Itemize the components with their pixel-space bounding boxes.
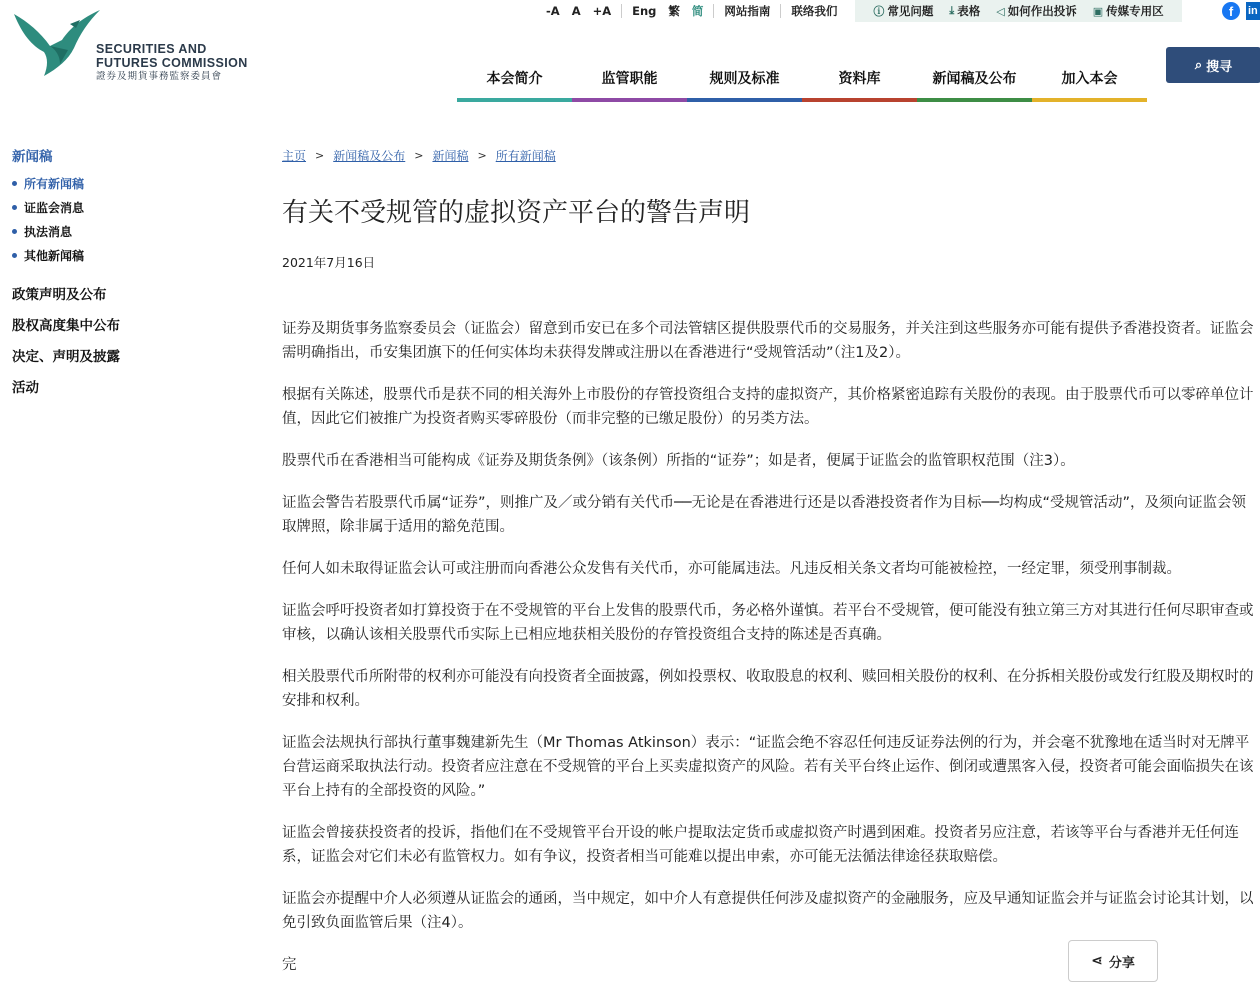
sidebar-section-policy[interactable]: 政策声明及公布: [12, 286, 107, 303]
share-icon: ⋖: [1091, 953, 1103, 969]
nav-regulatory-functions[interactable]: 监管职能: [572, 58, 687, 102]
main-nav: [457, 58, 1147, 102]
forms-label: 表格: [957, 4, 981, 18]
sidebar-item-other-news[interactable]: [12, 243, 212, 267]
article-paragraph: 证监会亦提醒中介人必须遵从证监会的通函，当中规定，如中介人有意提供任何涉及虚拟资产的金融服务，应及早通知证监会并与证监会讨论其计划，以免引致负面监管后果（注4）。: [282, 891, 1254, 931]
bullet-icon: [12, 229, 17, 234]
complaint-link[interactable]: [988, 3, 1084, 19]
chevron-right-icon: >: [315, 148, 325, 162]
sidebar-section-shareholding[interactable]: 股权高度集中公布: [12, 317, 120, 334]
lang-eng-link[interactable]: Eng: [632, 4, 657, 18]
font-size-reset-button[interactable]: A: [571, 4, 581, 18]
logo-name-zh: 證券及期貨事務監察委員會: [96, 71, 223, 82]
nav-rules-standards[interactable]: 规则及标准: [687, 58, 802, 102]
sfc-logo[interactable]: [10, 6, 260, 86]
quick-links: [855, 0, 1181, 22]
nav-news-announcements[interactable]: 新闻稿及公布: [917, 58, 1032, 102]
search-button[interactable]: [1166, 47, 1260, 83]
breadcrumb-press-releases[interactable]: 新闻稿: [432, 148, 469, 163]
article-paragraph: 证监会曾接获投资者的投诉，指他们在不受规管平台开设的帐户提取法定货币或虚拟资产时遇到困难。投资者另应注意，若该等平台与香港并无任何连系，证监会对它们未必有监管权力。如有争议，投资者相当可能难以提出申索，亦可能无法循法律途径获取赔偿。: [282, 825, 1239, 865]
article-end-mark: 完: [282, 957, 297, 973]
logo-name-en-2: FUTURES COMMISSION: [96, 56, 248, 70]
article-paragraph: 任何人如未取得证监会认可或注册而向香港公众发售有关代币，亦可能属违法。凡违反相关条文者均可能被检控，一经定罪，须受刑事制裁。: [282, 561, 1181, 577]
breadcrumb-home[interactable]: 主页: [282, 148, 307, 163]
article-paragraph: 证监会呼吁投资者如打算投资于在不受规管的平台上发售的股票代币，务必格外谨慎。若平台不受规管，便可能没有独立第三方对其进行任何尽职审查或审核，以确认该相关股票代币实际上已相应地获相关股份的存管投资组合支持的陈述是否真确。: [282, 603, 1254, 643]
sidebar-item-label: 所有新闻稿: [24, 176, 85, 191]
question-icon: ⓘ: [873, 5, 885, 18]
page-title: 有关不受规管的虚拟资产平台的警告声明: [282, 198, 751, 228]
bullet-icon: [12, 253, 17, 258]
breadcrumb-news-announcements[interactable]: 新闻稿及公布: [333, 148, 406, 163]
media-link[interactable]: [1085, 3, 1172, 19]
chevron-right-icon: >: [477, 148, 487, 162]
linkedin-icon[interactable]: in: [1246, 2, 1260, 20]
sidebar-item-label: 执法消息: [24, 224, 73, 239]
article-paragraph: 证监会法规执行部执行董事魏建新先生（Mr Thomas Atkinson）表示：“证监会绝不容忍任何违反证券法例的行为，并会毫不犹豫地在适当时对无牌平台营运商采取执法行动。投资者应注意在不受规管的平台上买卖虚拟资产的风险。若有关平台终止运作、倒闭或遭黑客入侵，投资者可能会面临损失在该平台上持有的全部投资的风险。”: [282, 735, 1254, 799]
lang-sc-link[interactable]: 简: [691, 4, 704, 18]
site-guide-link[interactable]: 网站指南: [724, 4, 771, 18]
article-paragraph: 证券及期货事务监察委员会（证监会）留意到币安已在多个司法管辖区提供股票代币的交易服务，并关注到这些服务亦可能有提供予香港投资者。证监会需明确指出，币安集团旗下的任何实体均未获得发牌或注册以在香港进行“受规管活动”（注1及2）。: [282, 321, 1254, 361]
eagle-logo-icon: [10, 6, 102, 82]
divider: [713, 4, 714, 18]
sidebar-section-decisions[interactable]: 决定、声明及披露: [12, 348, 120, 365]
share-label: 分享: [1108, 955, 1135, 971]
facebook-icon[interactable]: f: [1222, 2, 1240, 20]
faq-label: 常见问题: [887, 4, 934, 18]
share-button[interactable]: [1068, 940, 1158, 982]
article-paragraph: 股票代币在香港相当可能构成《证券及期货条例》（该条例）所指的“证券”；如是者，便属于证监会的监管职权范围（注3）。: [282, 453, 1075, 469]
lang-tc-link[interactable]: 繁: [668, 4, 680, 18]
divider: [621, 4, 622, 18]
divider: [780, 4, 781, 18]
article-paragraph: 相关股票代币所附带的权利亦可能没有向投资者全面披露，例如投票权、收取股息的权利、赎回相关股份的权利、在分拆相关股份或发行红股及期权时的安排和权利。: [282, 669, 1254, 709]
media-label: 传媒专用区: [1106, 4, 1164, 18]
sidebar-item-label: 证监会消息: [24, 200, 85, 215]
nav-about[interactable]: 本会简介: [457, 58, 572, 102]
bullet-icon: [12, 205, 17, 210]
article-paragraph: 根据有关陈述，股票代币是获不同的相关海外上市股份的存管投资组合支持的虚拟资产，其价格紧密追踪有关股份的表现。由于股票代币可以零碎单位计值，因此它们被推广为投资者购买零碎股份（而非完整的已缴足股份）的另类方法。: [282, 387, 1254, 427]
sidebar-submenu: [12, 171, 212, 267]
search-icon: ⌕: [1194, 57, 1203, 73]
breadcrumb-all-press-releases[interactable]: 所有新闻稿: [495, 148, 556, 163]
sidebar-item-label: 其他新闻稿: [24, 248, 85, 263]
nav-resources[interactable]: 资料库: [802, 58, 917, 102]
sidebar-item-all-press-releases[interactable]: [12, 171, 212, 195]
sidebar-title[interactable]: 新闻稿: [12, 149, 53, 165]
font-size-decrease-button[interactable]: -A: [546, 4, 560, 18]
image-icon: ▣: [1092, 4, 1104, 18]
complaint-label: 如何作出投诉: [1007, 4, 1077, 18]
sidebar-item-enforcement-news[interactable]: [12, 219, 212, 243]
sidebar-section-events[interactable]: 活动: [12, 379, 39, 396]
download-icon: ⤓: [949, 4, 955, 17]
contact-us-link[interactable]: 联络我们: [791, 4, 838, 18]
forms-link[interactable]: [941, 3, 988, 19]
megaphone-icon: ◁: [996, 4, 1005, 18]
nav-join-us[interactable]: 加入本会: [1032, 58, 1147, 102]
utility-bar: [540, 0, 1260, 22]
article-paragraph: 证监会警告若股票代币属“证券”，则推广及／或分销有关代币──无论是在香港进行还是以香港投资者作为目标──均构成“受规管活动”，及须向证监会领取牌照，除非属于适用的豁免范围。: [282, 495, 1246, 535]
font-size-increase-button[interactable]: +A: [592, 4, 612, 18]
bullet-icon: [12, 181, 17, 186]
sidebar-item-sfc-news[interactable]: [12, 195, 212, 219]
faq-link[interactable]: [865, 3, 941, 19]
sidebar: [12, 145, 212, 401]
article-body: [282, 317, 1260, 977]
publish-date: 2021年7月16日: [282, 255, 376, 270]
chevron-right-icon: >: [414, 148, 424, 162]
logo-name-en-1: SECURITIES AND: [96, 42, 207, 56]
main-content: [282, 145, 1260, 995]
breadcrumb: [282, 145, 1260, 165]
search-label: 搜寻: [1206, 59, 1233, 75]
